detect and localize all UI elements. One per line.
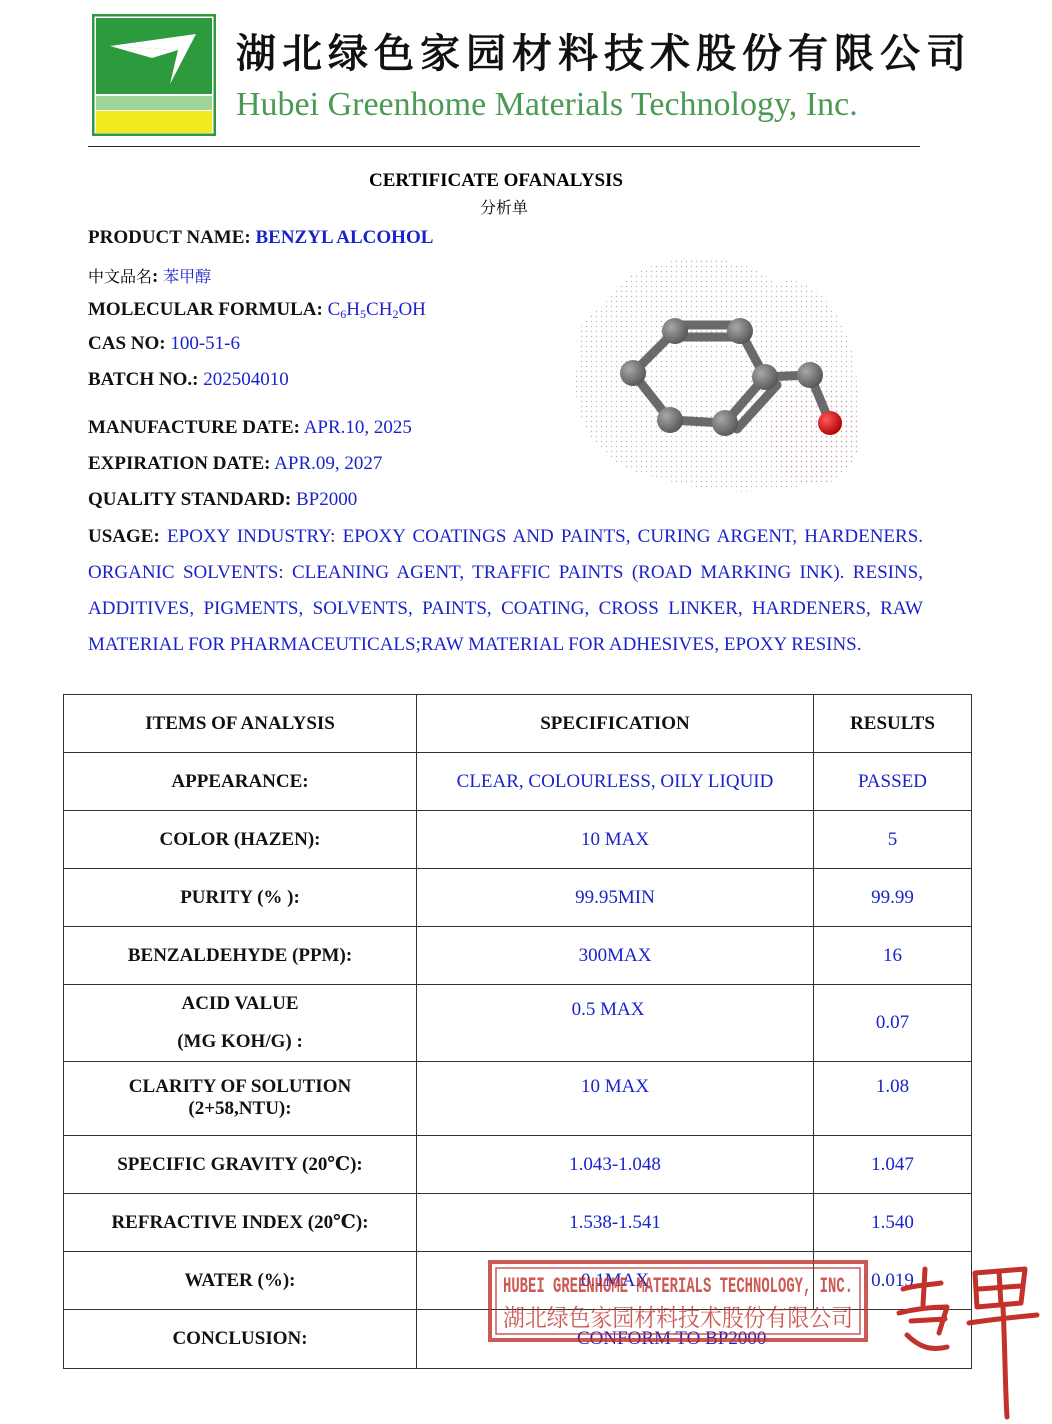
usage-field bbox=[88, 519, 923, 663]
row-item-line2: (2+58,NTU): bbox=[188, 1098, 292, 1119]
table-row bbox=[64, 1136, 972, 1194]
cas-field bbox=[88, 333, 240, 355]
formula-label: MOLECULAR FORMULA: bbox=[88, 299, 323, 320]
row-result: 0.07 bbox=[814, 985, 972, 1062]
row-item: SPECIFIC GRAVITY (20℃): bbox=[64, 1136, 417, 1194]
company-name-en: Hubei Greenhome Materials Technology, Inc. bbox=[236, 86, 858, 123]
row-item: REFRACTIVE INDEX (20℃): bbox=[64, 1194, 417, 1252]
formula-field bbox=[88, 299, 426, 322]
formula-value: $C_6H_5CH_2OH$ bbox=[327, 299, 426, 321]
row-result: 1.540 bbox=[814, 1194, 972, 1252]
row-spec: 300MAX bbox=[417, 927, 814, 985]
chinese-name-label: 中文品名 bbox=[88, 267, 153, 286]
row-result: 0.019 bbox=[814, 1252, 972, 1310]
row-result: 1.08 bbox=[814, 1062, 972, 1136]
row-spec: 1.538-1.541 bbox=[417, 1194, 814, 1252]
expiration-date-value: APR.09, 2027 bbox=[274, 453, 383, 474]
row-item: PURITY (% ): bbox=[64, 869, 417, 927]
cas-label: CAS NO: bbox=[88, 333, 166, 354]
table-header-row bbox=[64, 695, 972, 753]
row-item bbox=[64, 985, 417, 1062]
document-subtitle: 分析单 bbox=[479, 198, 528, 217]
table-row bbox=[64, 753, 972, 811]
chinese-name-field bbox=[88, 264, 211, 288]
product-name-field bbox=[88, 227, 433, 249]
company-name-cn: 湖北绿色家园材料技术股份有限公司 bbox=[236, 30, 972, 77]
row-spec: 10 MAX bbox=[417, 1062, 814, 1136]
row-spec: 0.5 MAX bbox=[417, 985, 814, 1062]
product-name-value: BENZYL ALCOHOL bbox=[255, 227, 434, 248]
row-result: 5 bbox=[814, 811, 972, 869]
row-spec: 1.043-1.048 bbox=[417, 1136, 814, 1194]
cas-value: 100-51-6 bbox=[170, 333, 240, 354]
company-stamp bbox=[488, 1258, 868, 1342]
usage-label: USAGE: bbox=[88, 526, 160, 547]
table-row bbox=[64, 985, 972, 1062]
row-result: 99.99 bbox=[814, 869, 972, 927]
row-spec: 0.1MAX bbox=[417, 1252, 814, 1310]
batch-label: BATCH NO.: bbox=[88, 369, 199, 390]
batch-value: 202504010 bbox=[203, 369, 289, 390]
table-row bbox=[64, 869, 972, 927]
stamp-line1: HUBEI GREENHOME MATERIALS TECHNOLOGY, INC. bbox=[503, 1274, 853, 1299]
manufacture-date-label: MANUFACTURE DATE: bbox=[88, 417, 300, 438]
table-row bbox=[64, 1194, 972, 1252]
company-logo bbox=[92, 14, 216, 136]
quality-standard-field bbox=[88, 489, 357, 511]
chinese-name-value: 苯甲醇 bbox=[163, 267, 212, 286]
row-item: WATER (%): bbox=[64, 1252, 417, 1310]
usage-value: EPOXY INDUSTRY: EPOXY COATINGS AND PAINTS, CURING ARGENT, HARDENERS. ORGANIC SOLVENTS: CLEANING AGENT, TRAFFIC PAINTS (ROAD MARKING INK). RESINS, ADDITIVES, PIGMENTS, SOLVENTS, PAINTS, COATING, CROSS LINKER, HARDENERS, RAW MATERIAL FOR PHARMACEUTICALS;RAW MATERIAL FOR ADHESIVES, EPOXY RESINS. bbox=[88, 526, 924, 655]
row-item bbox=[64, 1062, 417, 1136]
header-divider bbox=[88, 146, 920, 147]
row-item-line1: CLARITY OF SOLUTION bbox=[128, 1076, 352, 1097]
row-spec: 10 MAX bbox=[417, 811, 814, 869]
conclusion-value: CONFORM TO BP2000 bbox=[417, 1310, 972, 1369]
table-row bbox=[64, 1062, 972, 1136]
document-title: CERTIFICATE OFANALYSIS bbox=[369, 170, 623, 191]
row-item-line2: (MG KOH/G) : bbox=[177, 1031, 303, 1052]
stamp-line2: 湖北绿色家园材料技术股份有限公司 bbox=[503, 1304, 853, 1332]
table-row bbox=[64, 811, 972, 869]
row-item-line1: ACID VALUE bbox=[181, 993, 299, 1014]
table-row bbox=[64, 927, 972, 985]
manufacture-date-value: APR.10, 2025 bbox=[303, 417, 412, 438]
expiration-date-field bbox=[88, 453, 382, 475]
row-result: 1.047 bbox=[814, 1136, 972, 1194]
chinese-name-colon: : bbox=[152, 266, 159, 287]
row-item: CONCLUSION: bbox=[64, 1310, 417, 1369]
row-result: PASSED bbox=[814, 753, 972, 811]
row-item: APPEARANCE: bbox=[64, 753, 417, 811]
row-result: 16 bbox=[814, 927, 972, 985]
quality-standard-label: QUALITY STANDARD: bbox=[88, 489, 292, 510]
product-name-label: PRODUCT NAME: bbox=[88, 227, 251, 248]
quality-standard-value: BP2000 bbox=[295, 489, 358, 510]
header-items: ITEMS OF ANALYSIS bbox=[64, 695, 417, 753]
row-spec: CLEAR, COLOURLESS, OILY LIQUID bbox=[417, 753, 814, 811]
handwritten-signature bbox=[885, 1255, 1045, 1423]
header-results: RESULTS bbox=[814, 695, 972, 753]
benzyl-alcohol-molecule-image bbox=[565, 245, 870, 500]
expiration-date-label: EXPIRATION DATE: bbox=[88, 453, 271, 474]
row-item: BENZALDEHYDE (PPM): bbox=[64, 927, 417, 985]
row-item: COLOR (HAZEN): bbox=[64, 811, 417, 869]
row-spec: 99.95MIN bbox=[417, 869, 814, 927]
header-specification: SPECIFICATION bbox=[417, 695, 814, 753]
manufacture-date-field bbox=[88, 417, 412, 439]
batch-field bbox=[88, 369, 289, 391]
